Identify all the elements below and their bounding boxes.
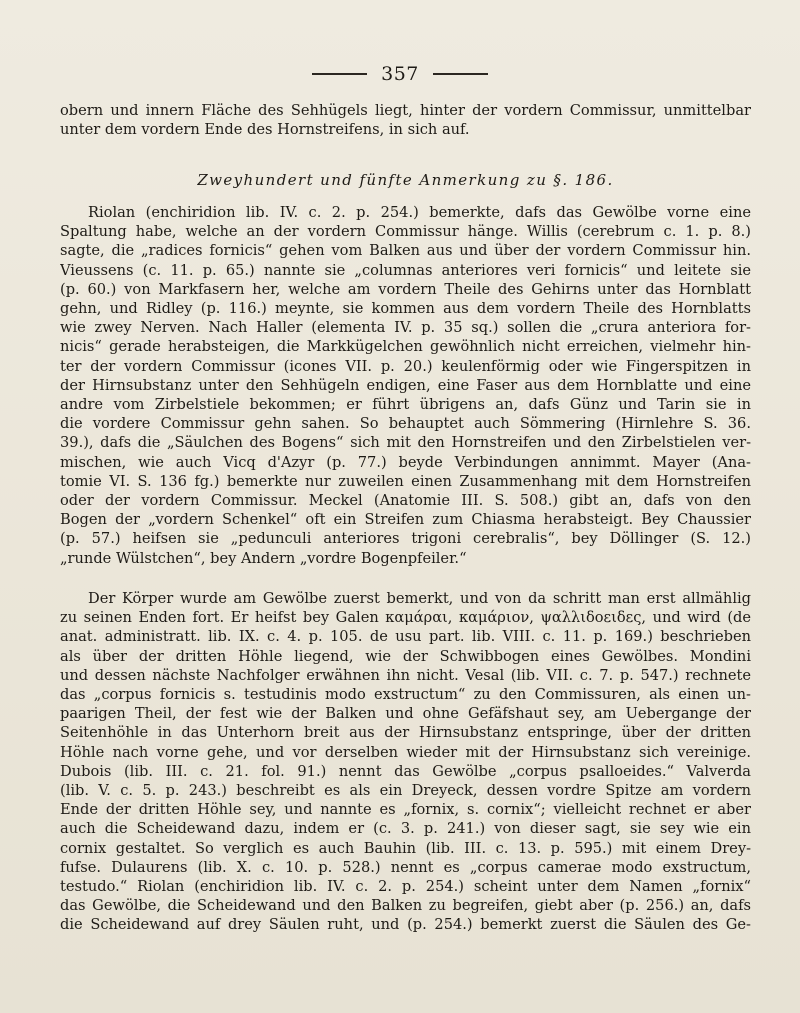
section-heading: Zweyhundert und fünfte Anmerkung zu §. 186.: [197, 171, 614, 189]
text-line: als über der dritten Höhle liegend, wie der Schwibbogen eines Gewölbes. Mondini: [60, 647, 751, 665]
page-header: [0, 62, 800, 85]
text-line: mischen, wie auch Vicq d'Azyr (p. 77.) beyde Verbindungen annimmt. Mayer (Ana-: [60, 453, 751, 471]
text-line: tomie VI. S. 136 fg.) bemerkte nur zuweilen einen Zusammenhang mit dem Hornstreifen: [60, 472, 751, 490]
page-number: 357: [381, 63, 419, 85]
paragraph-riolan: [60, 203, 751, 568]
text-line: ter der vordern Commissur (icones VII. p. 20.) keulenförmig oder wie Fingerspitzen in: [60, 357, 751, 375]
text-line: wie zwey Nerven. Nach Haller (elementa IV. p. 35 sq.) sollen die „crura anteriora for-: [60, 319, 751, 337]
text-line: oder der vordern Commissur. Meckel (Anatomie III. S. 508.) gibt an, dafs von den: [60, 492, 751, 510]
header-rule-right: [433, 73, 488, 75]
text-line: 39.), dafs die „Säulchen des Bogens“ sich mit den Hornstreifen und den Zirbelstielen ver-: [60, 434, 751, 452]
text-line: „runde Wülstchen“, bey Andern „vordre Bogenpfeiler.“: [60, 549, 467, 567]
text-line: (p. 57.) heifsen sie „pedunculi anteriores trigoni cerebralis“, bey Döllinger (S. 12.): [60, 530, 751, 548]
text-line: Riolan (enchiridion lib. IV. c. 2. p. 254.) bemerkte, dafs das Gewölbe vorne eine: [88, 204, 751, 221]
text-line: anat. administratt. lib. IX. c. 4. p. 105. de usu part. lib. VIII. c. 11. p. 169.) beschrieben: [60, 628, 751, 646]
text-line: nicis“ gerade herabsteigen, die Markkügelchen gewöhnlich nicht erreichen, vielmehr hin-: [60, 338, 751, 356]
text-line: das „corpus fornicis s. testudinis modo exstructum“ zu den Commissuren, als einen un-: [60, 686, 751, 704]
text-line: (lib. V. c. 5. p. 243.) beschreibt es als ein Dreyeck, dessen vordre Spitze am vordern: [60, 782, 751, 800]
text-line: auch die Scheidewand dazu, indem er (c. 3. p. 241.) von dieser sagt, sie sey wie ein: [60, 820, 751, 838]
text-line: der Hirnsubstanz unter den Sehhügeln endigen, eine Faser aus dem Hornblatte und eine: [60, 376, 751, 394]
text-line: sagte, die „radices fornicis“ gehen vom Balken aus und über der vordern Commissur hin.: [60, 242, 751, 260]
text-line: zu seinen Enden fort. Er heifst bey Galen καμάραι, καμάριον, ψαλλιδοειδες, und wird (de: [60, 609, 751, 627]
text-line: cornix gestaltet. So verglich es auch Bauhin (lib. III. c. 13. p. 595.) mit einem Drey-: [60, 839, 751, 857]
paragraph-koerper: [60, 589, 751, 935]
continued-paragraph: [60, 101, 751, 139]
text-line: obern und innern Fläche des Sehhügels liegt, hinter der vordern Commissur, unmittelbar: [60, 102, 751, 119]
text-line: fufse. Dulaurens (lib. X. c. 10. p. 528.) nennt es „corpus camerae modo exstructum,: [60, 858, 751, 876]
text-line: Höhle nach vorne gehe, und vor derselben wieder mit der Hirnsubstanz sich vereinige.: [60, 743, 751, 761]
text-line: Spaltung habe, welche an der vordern Commissur hänge. Willis (cerebrum c. 1. p. 8.): [60, 223, 751, 241]
text-line: testudo.“ Riolan (enchiridion lib. IV. c. 2. p. 254.) scheint unter dem Namen „fornix“: [60, 878, 751, 896]
text-line: die vordere Commissur gehn sahen. So behauptet auch Sömmering (Hirnlehre S. 36.: [60, 415, 751, 433]
text-line: paarigen Theil, der fest wie der Balken und ohne Gefäfshaut sey, am Uebergange der: [60, 705, 751, 723]
text-line: die Scheidewand auf drey Säulen ruht, und (p. 254.) bemerkt zuerst die Säulen des Ge-: [60, 916, 751, 934]
text-line: Vieussens (c. 11. p. 65.) nannte sie „columnas anteriores veri fornicis“ und leitete sie: [60, 261, 751, 279]
text-line: Dubois (lib. III. c. 21. fol. 91.) nennt das Gewölbe „corpus psalloeides.“ Valverda: [60, 762, 751, 780]
text-line: andre vom Zirbelstiele bekommen; er führt übrigens an, dafs Günz und Tarin sie in: [60, 396, 751, 414]
text-line: unter dem vordern Ende des Hornstreifens, in sich auf.: [60, 121, 470, 139]
text-line: Der Körper wurde am Gewölbe zuerst bemerkt, und von da schritt man erst allmählig: [88, 590, 751, 607]
header-rule-left: [312, 73, 367, 75]
text-line: gehn, und Ridley (p. 116.) meynte, sie kommen aus dem vordern Theile des Hornblatts: [60, 300, 751, 318]
text-line: Bogen der „vordern Schenkel“ oft ein Streifen zum Chiasma herabsteigt. Bey Chaussier: [60, 511, 751, 529]
text-line: und dessen nächste Nachfolger erwähnen ihn nicht. Vesal (lib. VII. c. 7. p. 547.) rechnete: [60, 666, 751, 684]
text-line: Ende der dritten Höhle sey, und nannte es „fornix, s. cornix“; vielleicht rechnet er aber: [60, 801, 751, 819]
text-line: Seitenhöhle in das Unterhorn breit aus der Hirnsubstanz entspringe, über der dritten: [60, 724, 751, 742]
text-line: das Gewölbe, die Scheidewand und den Balken zu begreifen, giebt aber (p. 256.) an, dafs: [60, 897, 751, 915]
text-line: (p. 60.) von Markfasern her, welche am vordern Theile des Gehirns unter das Hornblatt: [60, 280, 751, 298]
